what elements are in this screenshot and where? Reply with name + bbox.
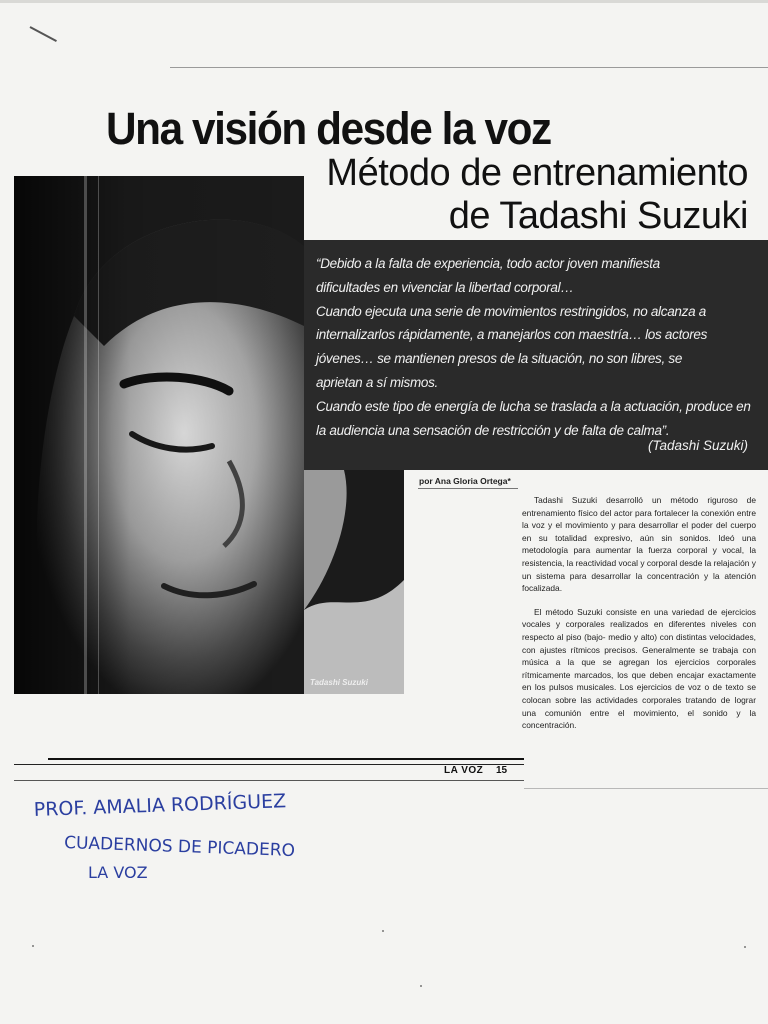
pull-quote bbox=[316, 252, 760, 442]
quote-line: la audiencia una sensación de restricción y de falta de calma”. bbox=[316, 422, 670, 438]
handwritten-line-1: PROF. AMALIA RODRÍGUEZ bbox=[33, 790, 287, 821]
page-number: 15 bbox=[496, 765, 508, 776]
body-text-column bbox=[522, 494, 756, 743]
handwritten-note bbox=[30, 790, 390, 890]
handwritten-note-ink bbox=[30, 790, 390, 890]
portrait-image-extension bbox=[304, 470, 404, 694]
section-label: LA VOZ bbox=[444, 765, 484, 776]
body-paragraph: El método Suzuki consiste en una variedad de ejercicios vocales y corporales realizados en diferentes niveles con respecto al piso (bajo- medio y alto) con distintas velocidades, con ajustes rítmicos precisos. Generalmente se trabaja con música a la que se agregan los ejercicios corporales rítmicamente marcados, los que deben encajar exactamente en los pulsos musicales. Los ejercicios de voz o de texto se colocan sobre las actividades corporales tratando de lograr una comunión entre el movimiento, el sonido y la concentración. bbox=[522, 606, 756, 731]
quote-line: Cuando este tipo de energía de lucha se traslada a la actuación, produce en bbox=[316, 398, 751, 414]
footer-rule bbox=[48, 758, 524, 760]
portrait-photo-extension bbox=[304, 470, 404, 694]
quote-line: dificultades en vivenciar la libertad corporal… bbox=[316, 279, 574, 295]
scan-speck bbox=[382, 930, 384, 932]
scan-speck bbox=[744, 946, 746, 948]
scan-speck bbox=[420, 985, 422, 987]
handwritten-line-3: LA VOZ bbox=[88, 863, 148, 882]
byline-rule bbox=[418, 488, 518, 489]
quote-attribution: (Tadashi Suzuki) bbox=[647, 438, 748, 453]
photo-caption: Tadashi Suzuki bbox=[310, 678, 368, 687]
portrait-photo bbox=[14, 176, 304, 694]
quote-line: Cuando ejecuta una serie de movimientos restringidos, no alcanza a bbox=[316, 303, 706, 319]
handwritten-line-2: CUADERNOS DE PICADERO bbox=[63, 833, 296, 862]
body-paragraph: Tadashi Suzuki desarrolló un método riguroso de entrenamiento físico del actor para fortalecer la conexión entre la voz y el movimiento y para desarrollar el poder del cuerpo en su totalidad expresivo, aún sin sonidos. Ideó una metodología para aumentar la fuerza corporal y vocal, la resistencia, la reactividad vocal y corporal desde la relajación y un sistema para desarrollar la concentración y la atención focalizada. bbox=[522, 495, 756, 594]
portrait-image bbox=[14, 176, 304, 694]
author-byline: por Ana Gloria Ortega* bbox=[419, 476, 511, 486]
subtitle-line-2: de Tadashi Suzuki bbox=[448, 195, 748, 237]
scan-speck bbox=[32, 945, 34, 947]
footer-rule bbox=[14, 780, 524, 781]
article-title: Una visión desde la voz bbox=[106, 103, 551, 154]
article-subtitle bbox=[300, 152, 748, 238]
quote-line: jóvenes… se mantienen presos de la situación, no son libres, se bbox=[316, 351, 683, 367]
footer-rule bbox=[524, 788, 768, 789]
photo-streak bbox=[84, 176, 87, 694]
photo-streak bbox=[98, 176, 99, 694]
quote-line: aprietan a sí mismos. bbox=[316, 374, 438, 390]
subtitle-line-1: Método de entrenamiento bbox=[326, 152, 748, 194]
quote-line: internalizarlos rápidamente, a manejarlos con maestría… los actores bbox=[316, 327, 708, 343]
quote-line: “Debido a la falta de experiencia, todo actor joven manifiesta bbox=[316, 256, 660, 271]
